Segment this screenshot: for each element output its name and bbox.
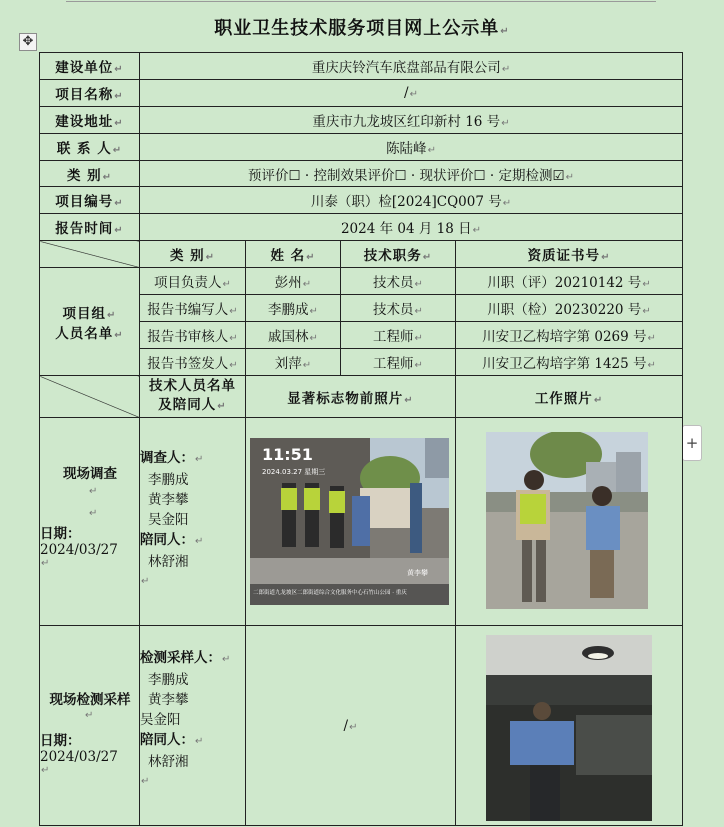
surveyor-name[interactable]: 黄李攀	[148, 492, 189, 508]
label-address: 建设地址↵	[40, 107, 140, 134]
sampling-staff-cell: 检测采样人：↵ 李鹏成 黄李攀 吴金阳 陪同人：↵ 林舒湘 ↵	[140, 626, 246, 826]
photo-tag: 黄李攀	[407, 569, 428, 577]
team-name[interactable]: 戚国林↵	[246, 322, 341, 349]
escort-title: 陪同人：	[140, 532, 194, 548]
team-role: 报告书审核人↵	[140, 322, 246, 349]
checkbox-icon[interactable]: ☐	[473, 167, 486, 184]
team-title[interactable]: 技术员↵	[341, 268, 456, 295]
page-title: 职业卫生技术服务项目网上公示单↵	[214, 18, 510, 39]
escort-name[interactable]: 林舒湘	[148, 554, 189, 570]
checkbox-icon[interactable]: ☐	[288, 167, 301, 184]
label-project-name: 项目名称↵	[40, 80, 140, 107]
team-header-name: 姓 名↵	[246, 241, 341, 268]
photo-time: 11:51	[262, 445, 313, 464]
value-project-no[interactable]: 川泰（职）检[2024]CQ007 号↵	[140, 187, 683, 214]
info-row-unit	[40, 53, 683, 80]
sampling-date-block: 日期： 2024/03/27 ↵	[40, 729, 118, 776]
value-report-time[interactable]: 2024 年 04 月 18 日↵	[140, 214, 683, 241]
team-role: 报告书编写人↵	[140, 295, 246, 322]
team-header-role: 类 别↵	[140, 241, 246, 268]
info-row-contact	[40, 134, 683, 161]
team-cert[interactable]: 川安卫乙构培字第 1425 号↵	[456, 349, 683, 376]
date-label: 日期：	[40, 733, 81, 749]
team-label: 项目组↵ 人员名单↵	[40, 268, 140, 376]
team-cert[interactable]: 川职（评）20210142 号↵	[456, 268, 683, 295]
team-title[interactable]: 工程师↵	[341, 349, 456, 376]
project-no-row	[40, 187, 683, 214]
date-label: 日期：	[40, 526, 81, 542]
sampling-sign-photo-value[interactable]: /	[343, 717, 349, 734]
sampling-work-photo-cell	[456, 626, 683, 826]
survey-staff-cell: 调查人：↵ 李鹏成 黄李攀 吴金阳 陪同人：↵ 林舒湘 ↵	[140, 418, 246, 626]
info-row-address	[40, 107, 683, 134]
option-status-evaluation[interactable]: 现状评价☐	[419, 167, 486, 184]
team-cert[interactable]: 川安卫乙构培字第 0269 号↵	[456, 322, 683, 349]
photo-caption: 二郎街道九龙坡区二郎街道综合文化服务中心石竹山公园 · 重庆	[253, 590, 407, 596]
label-category: 类 别↵	[40, 161, 140, 187]
sampling-date[interactable]: 2024/03/27	[40, 749, 118, 765]
checkbox-icon[interactable]: ☐	[394, 167, 407, 184]
work-photo-header: 工作照片↵	[456, 376, 683, 418]
team-header-row	[40, 241, 683, 268]
value-contact[interactable]: 陈陆峰↵	[140, 134, 683, 161]
team-name[interactable]: 刘萍↵	[246, 349, 341, 376]
label-report-time: 报告时间↵	[40, 214, 140, 241]
sampling-photo-image	[486, 635, 652, 821]
report-time-row	[40, 214, 683, 241]
survey-label: 现场调查	[63, 466, 117, 482]
escort-name[interactable]: 林舒湘	[148, 754, 189, 770]
team-title[interactable]: 工程师↵	[341, 322, 456, 349]
survey-work-photo[interactable]	[486, 432, 648, 609]
value-build-unit[interactable]: 重庆庆铃汽车底盘部品有限公司↵	[140, 53, 683, 80]
move-handle-icon[interactable]: ✥	[19, 33, 37, 51]
sampler-name[interactable]: 黄李攀	[148, 692, 189, 708]
checked-box-icon[interactable]: ☑	[552, 167, 565, 184]
sampler-name[interactable]: 李鹏成	[148, 672, 189, 688]
sampling-work-photo[interactable]	[486, 635, 652, 821]
diagonal-header-cell	[40, 241, 140, 268]
survey-date[interactable]: 2024/03/27	[40, 542, 118, 558]
disclosure-table	[39, 52, 683, 826]
surveyor-name[interactable]: 李鹏成	[148, 472, 189, 488]
option-control-effect[interactable]: 控制效果评价☐	[313, 167, 407, 184]
value-address[interactable]: 重庆市九龙坡区红印新村 16 号↵	[140, 107, 683, 134]
staff-header: 技术人员名单 及陪同人↵	[140, 376, 246, 418]
team-header-title: 技术职务↵	[341, 241, 456, 268]
sampling-row	[40, 626, 683, 826]
sampling-label-cell: 现场检测采样 ↵ 日期： 2024/03/27 ↵	[40, 626, 140, 826]
survey-row	[40, 418, 683, 626]
option-pre-evaluation[interactable]: 预评价☐	[248, 167, 301, 184]
team-name[interactable]: 李鹏成↵	[246, 295, 341, 322]
photo-date: 2024.03.27 星期三	[262, 468, 326, 476]
survey-label-cell: 现场调查 ↵ ↵ 日期： 2024/03/27 ↵	[40, 418, 140, 626]
sampling-sign-photo-cell: /↵	[246, 626, 456, 826]
team-name[interactable]: 彭州↵	[246, 268, 341, 295]
plus-icon[interactable]: +	[682, 425, 702, 461]
team-role: 项目负责人↵	[140, 268, 246, 295]
header-rule	[66, 1, 656, 2]
option-periodic-test[interactable]: 定期检测☑	[498, 167, 565, 184]
label-build-unit: 建设单位↵	[40, 53, 140, 80]
value-project-name[interactable]: /↵	[140, 80, 683, 107]
info-row-project-name	[40, 80, 683, 107]
survey-sign-photo-cell	[246, 418, 456, 626]
sampler-title: 检测采样人：	[140, 650, 221, 666]
team-row	[40, 268, 683, 295]
work-photo-image	[486, 432, 648, 609]
survey-work-photo-cell	[456, 418, 683, 626]
team-header-cert: 资质证书号↵	[456, 241, 683, 268]
category-row	[40, 161, 683, 187]
sign-photo-header: 显著标志物前照片↵	[246, 376, 456, 418]
surveyor-title: 调查人：	[140, 450, 194, 466]
escort-title: 陪同人：	[140, 732, 194, 748]
category-options: 预评价☐ · 控制效果评价☐ · 现状评价☐ · 定期检测☑↵	[140, 161, 683, 187]
diagonal-header-cell	[40, 376, 140, 418]
sampler-name[interactable]: 吴金阳	[140, 712, 181, 728]
paragraph-mark-icon: ↵	[500, 26, 510, 37]
label-project-no: 项目编号↵	[40, 187, 140, 214]
photos-header-row	[40, 376, 683, 418]
surveyor-name[interactable]: 吴金阳	[148, 512, 189, 528]
survey-sign-photo[interactable]	[250, 438, 449, 605]
survey-date-block: 日期： 2024/03/27 ↵	[40, 522, 118, 569]
team-cert[interactable]: 川职（检）20230220 号↵	[456, 295, 683, 322]
team-title[interactable]: 技术员↵	[341, 295, 456, 322]
sampling-label: 现场检测采样	[49, 692, 131, 708]
label-contact: 联 系 人↵	[40, 134, 140, 161]
team-role: 报告书签发人↵	[140, 349, 246, 376]
